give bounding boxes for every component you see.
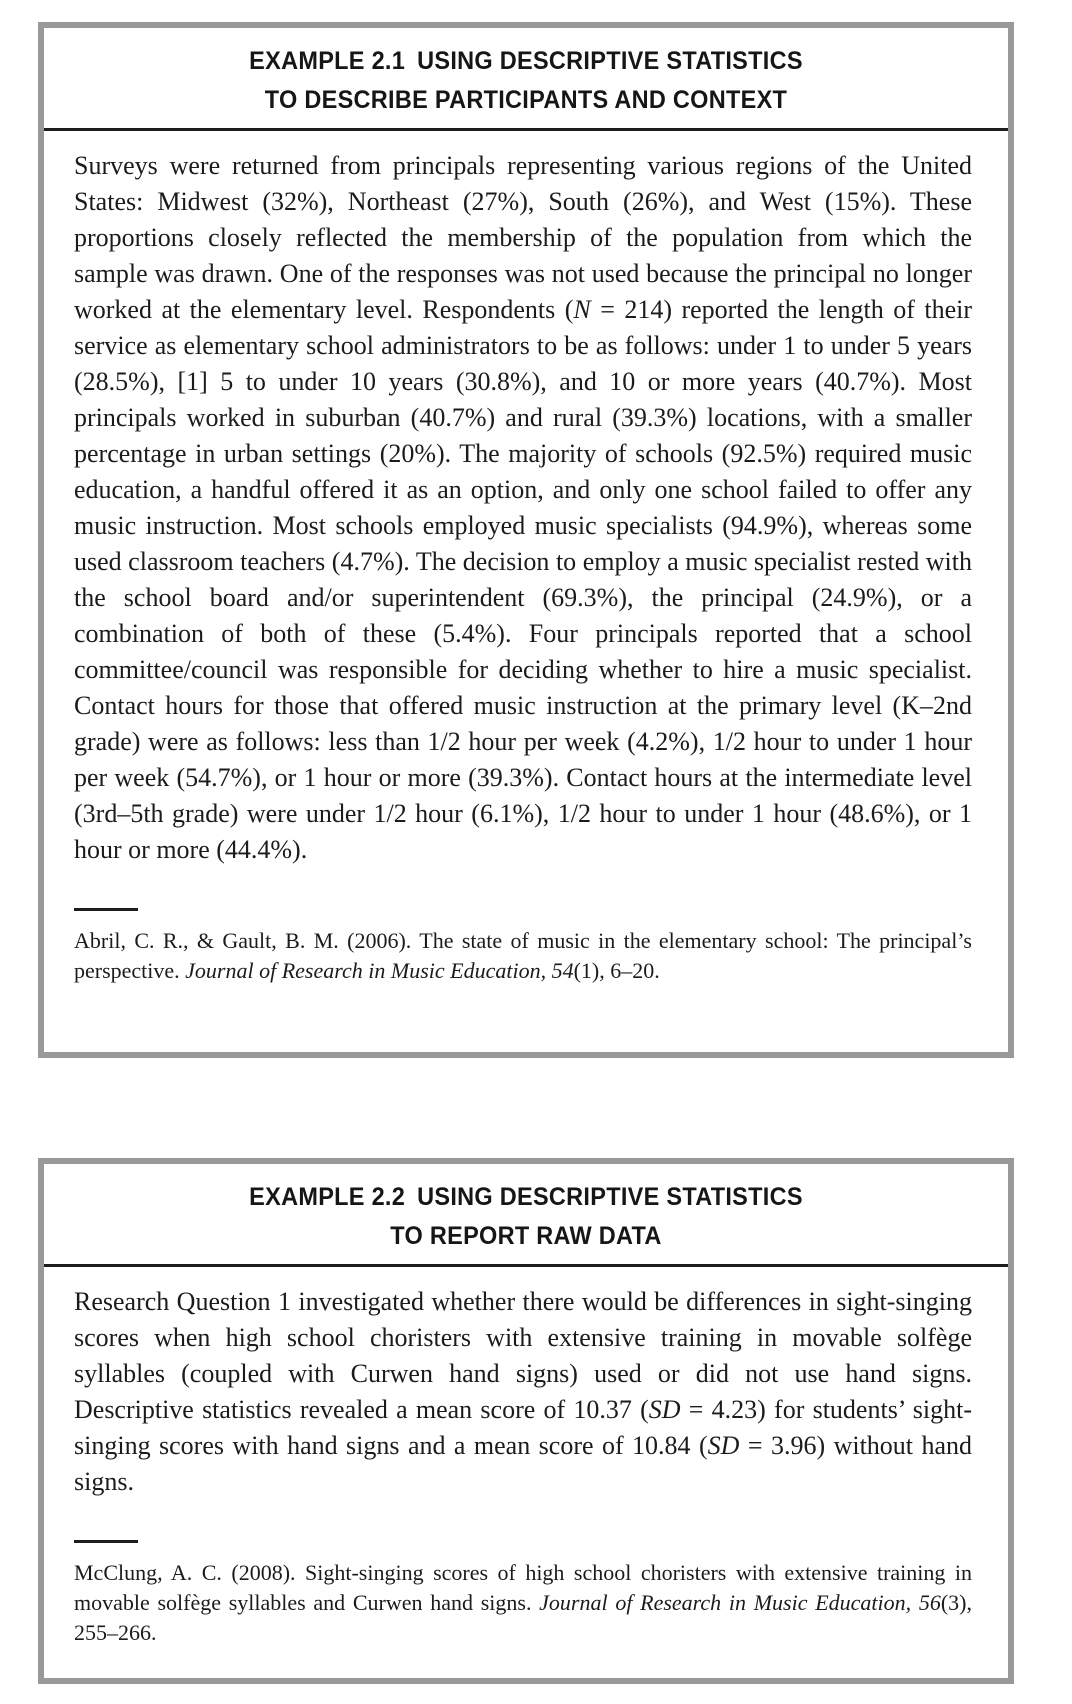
footnote-divider-rule [74, 1540, 138, 1543]
example-2-1-title-line-2: TO DESCRIBE PARTICIPANTS AND CONTEXT [264, 86, 788, 114]
example-2-1-title-line-1: EXAMPLE 2.1 USING DESCRIPTIVE STATISTICS [249, 47, 803, 75]
example-2-2-header [44, 1164, 1008, 1267]
example-2-1-header [44, 28, 1008, 131]
example-2-2-box [38, 1158, 1014, 1684]
example-2-2-citation: McClung, A. C. (2008). Sight-singing scores of high school choristers with extensive training in movable solfège syllables and Curwen hand signs. Journal of Research in Music Education, 56(3), 255–266. [74, 1560, 972, 1645]
example-2-2-body-paragraph: Research Question 1 investigated whether there would be differences in sight-singing scores when high school choristers with extensive training in movable solfège syllables (coupled with Curwen hand signs) used or did not use hand signs. Descriptive statistics revealed a mean score of 10.37 (SD = 4.23) for students’ sight-singing scores with hand signs and a mean score of 10.84 (SD = 3.96) without hand signs. [74, 1287, 973, 1496]
footnote-divider-rule [74, 908, 138, 911]
example-2-2-content [44, 1284, 1008, 1678]
example-2-1-box [38, 22, 1014, 1058]
example-2-1-body-paragraph: Surveys were returned from principals representing various regions of the United States: Midwest (32%), Northeast (27%), South (26%), and West (15%). These proportions closely reflected the membership of the population from which the sample was drawn. One of the responses was not used because the principal no longer worked at the elementary level. Respondents (N = 214) reported the length of their service as elementary school administrators to be as follows: under 1 to under 5 years (28.5%), [1] 5 to under 10 years (30.8%), and 10 or more years (40.7%). Most principals worked in suburban (40.7%) and rural (39.3%) locations, with a smaller percentage in urban settings (20%). The majority of schools (92.5%) required music education, a handful offered it as an option, and only one school failed to offer any music instruction. Most schools employed music specialists (94.9%), whereas some used classroom teachers (4.7%). The decision to employ a music specialist rested with the school board and/or superintendent (69.3%), the principal (24.9%), or a combination of both of these (5.4%). Four principals reported that a school committee/council was responsible for deciding whether to hire a music specialist. Contact hours for those that offered music instruction at the primary level (K–2nd grade) were as follows: less than 1/2 hour per week (4.2%), 1/2 hour to under 1 hour per week (54.7%), or 1 hour or more (39.3%). Contact hours at the intermediate level (3rd–5th grade) were under 1/2 hour (6.1%), 1/2 hour to under 1 hour (48.6%), or 1 hour or more (44.4%). [74, 151, 972, 864]
example-2-2-title-line-1: EXAMPLE 2.2 USING DESCRIPTIVE STATISTICS [249, 1183, 803, 1211]
example-2-1-citation: Abril, C. R., & Gault, B. M. (2006). The state of music in the elementary school: The principal’s perspective. Journal of Research in Music Education, 54(1), 6–20. [74, 928, 972, 983]
example-2-1-content [44, 148, 1008, 1016]
example-2-2-title-line-2: TO REPORT RAW DATA [390, 1222, 662, 1250]
